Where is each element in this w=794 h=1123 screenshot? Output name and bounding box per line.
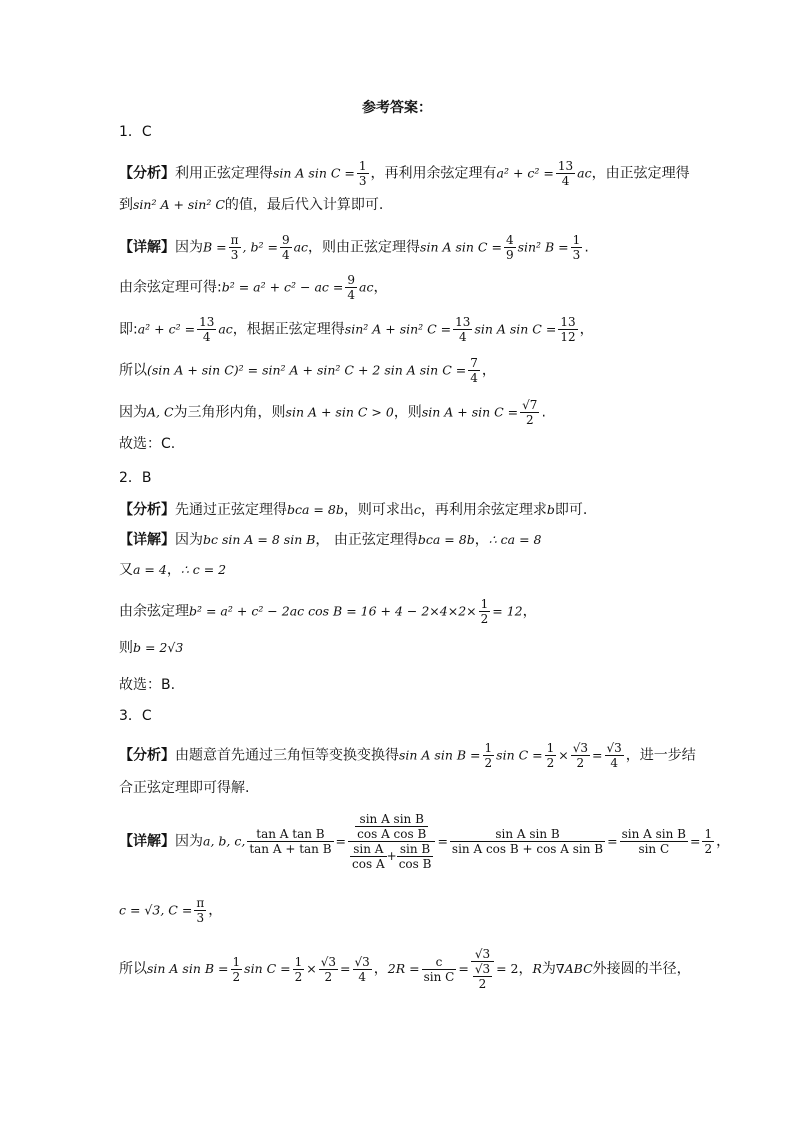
q1-number: 1．C: [119, 124, 152, 140]
math: sin A sin C =: [273, 165, 355, 181]
analysis-tag: 【分析】: [119, 502, 175, 518]
q3-detail-line1: [119, 812, 730, 871]
compound-fraction: $\frac{\text{sin A sin B}}{\text{cos A cos B}}$ $\frac{\text{sin A}}{\text{cos A}}$ + $\frac{\text{sin B}}{\text{cos B}}$: [348, 812, 435, 871]
math: sin² A + sin² C =: [344, 321, 452, 337]
text: 则: [119, 640, 133, 656]
math: bc sin A = 8 sin B: [203, 532, 316, 547]
math: ∴ c = 2: [180, 562, 227, 577]
math: c = √3, C =: [119, 902, 193, 918]
q1-analysis-line2: [119, 195, 383, 215]
math: ac: [218, 321, 233, 337]
detail-tag: 【详解】: [119, 239, 175, 256]
text: 为: [541, 961, 556, 977]
q1-answer: 故选：C.: [119, 436, 176, 452]
text: 利用正弦定理得: [175, 165, 273, 182]
text: ， 由正弦定理得: [315, 532, 418, 548]
q1-detail-line2: [119, 273, 387, 302]
text: ，: [373, 961, 388, 977]
fraction: $\frac{\text{tan A tan B}}{\text{tan A + tan B}}$: [249, 827, 332, 856]
text: ，: [522, 603, 537, 620]
fraction: $\frac{\text{sin A sin B}}{\text{sin A cos B + cos A sin B}}$: [451, 827, 604, 856]
math: 2R =: [387, 961, 420, 976]
text: 又: [119, 562, 133, 578]
q2-detail-line2: [119, 560, 226, 580]
math: a, b, c,: [203, 833, 246, 849]
fraction: $\frac{√7}{2}$: [522, 398, 538, 427]
math: A, C: [147, 404, 174, 420]
fraction: $\frac{7}{4}$: [470, 356, 478, 385]
q2-detail-line3: [119, 597, 537, 626]
math: =: [335, 833, 347, 849]
analysis-tag: 【分析】: [119, 747, 175, 764]
q2-answer: 故选：B.: [119, 677, 176, 693]
text: 到: [119, 197, 133, 213]
math: b = 2√3: [133, 640, 184, 655]
fraction: $\frac{13}{12}$: [560, 315, 576, 344]
fraction: $\frac{c}{\text{sin C}}$: [423, 954, 455, 984]
math: ×: [306, 961, 317, 976]
fraction: $\frac{13}{4}$: [199, 315, 215, 344]
math: R: [532, 961, 542, 976]
math: c: [413, 502, 421, 517]
math: sin C =: [496, 747, 543, 763]
fraction: $\frac{1}{2}$: [232, 954, 241, 984]
q1-analysis-line1: [119, 159, 690, 188]
fraction: $\frac{13}{4}$: [557, 159, 574, 188]
fraction: $\frac{√3}{2}$: [572, 741, 589, 770]
text: ，则: [393, 404, 422, 421]
text: 因为: [175, 833, 203, 850]
q3-detail-line2: [119, 896, 222, 925]
text: ，: [481, 362, 496, 379]
text: 即可.: [554, 502, 588, 518]
text: 先通过正弦定理得: [175, 502, 287, 518]
math: sin C =: [244, 961, 291, 976]
math: a² + c² =: [137, 321, 196, 337]
math: bca = 8b: [417, 532, 475, 547]
text: ，: [518, 961, 533, 977]
math: =: [340, 961, 351, 976]
math: a = 4: [133, 562, 167, 577]
text: 的值，最后代入计算即可.: [224, 197, 384, 213]
q2-number: 2．B: [119, 470, 152, 486]
text: ，进一步结: [625, 747, 696, 764]
fraction: $\frac{4}{9}$: [505, 233, 514, 262]
fraction: $\frac{1}{3}$: [572, 233, 581, 262]
math: =: [458, 961, 469, 976]
q2-detail-line4: [119, 638, 183, 658]
text: 为三角形内角，则: [173, 404, 286, 421]
text: ，: [716, 833, 731, 850]
math: sin A sin C =: [474, 321, 557, 337]
q1-detail-line5: [119, 398, 546, 427]
math: ac: [359, 279, 374, 295]
math: ∇ABC: [555, 961, 593, 976]
analysis-tag: 【分析】: [119, 165, 175, 182]
math: B =: [203, 239, 227, 255]
text: ，: [579, 321, 594, 338]
page-title: 参考答案：: [362, 100, 432, 116]
text: ，再利用余弦定理求: [420, 502, 547, 518]
text: 由余弦定理可得:: [119, 279, 222, 296]
text: ，: [474, 532, 489, 548]
math: ac: [577, 165, 592, 181]
math: b: [546, 502, 555, 517]
text: ，: [208, 902, 223, 919]
fraction: $\frac{1}{3}$: [358, 159, 367, 188]
q1-detail-line1: [119, 233, 589, 262]
math: b² = a² + c² − 2ac cos B = 16 + 4 − 2×4×2×: [189, 603, 477, 619]
q3-number: 3．C: [119, 708, 152, 724]
compound-fraction: $\frac{√3}{\frac{√3}{2}}$: [471, 947, 494, 991]
text: ，则由正弦定理得: [308, 239, 421, 256]
fraction: $\frac{√3}{4}$: [606, 741, 622, 770]
math: ×: [558, 747, 569, 763]
fraction: $\frac{9}{4}$: [347, 273, 356, 302]
math: ∴ ca = 8: [488, 532, 542, 547]
fraction: $\frac{√3}{2}$: [320, 954, 337, 984]
text: ，根据正弦定理得: [232, 321, 345, 338]
detail-tag: 【详解】: [119, 833, 175, 850]
text: ，: [166, 562, 181, 578]
math: sin A + sin C =: [421, 404, 519, 420]
math: =: [690, 833, 701, 849]
text: ，再利用余弦定理有: [370, 165, 497, 182]
text: 外接圆的半径，: [592, 961, 691, 977]
math: ac: [293, 239, 309, 255]
math: = 12: [492, 603, 523, 619]
fraction: $\frac{9}{4}$: [281, 233, 290, 262]
q3-analysis-line1: [119, 741, 696, 770]
math: sin² A + sin² C: [133, 197, 225, 212]
fraction: $\frac{\pi}{3}$: [196, 896, 205, 925]
fraction: $\frac{1}{2}$: [480, 597, 489, 626]
q1-detail-line4: [119, 356, 496, 385]
text: 因为: [175, 532, 203, 548]
detail-tag: 【详解】: [119, 532, 175, 548]
text: ，由正弦定理得: [591, 165, 690, 182]
math: , b² =: [242, 239, 278, 255]
math: sin A sin B =: [147, 961, 229, 976]
math: bca = 8b: [287, 502, 344, 517]
text: 即:: [119, 321, 138, 338]
math: sin² B =: [517, 239, 569, 255]
fraction: $\frac{\text{sin A sin B}}{\text{sin C}}$: [621, 827, 686, 856]
fraction: $\frac{1}{2}$: [294, 954, 303, 984]
math: = 2: [496, 961, 519, 976]
fraction: $\frac{13}{4}$: [455, 315, 471, 344]
fraction: $\frac{1}{2}$: [704, 827, 713, 856]
fraction: $\frac{√3}{4}$: [354, 954, 370, 984]
math: a² + c² =: [496, 165, 554, 181]
math: (sin A + sin C)² = sin² A + sin² C + 2 sin A sin C =: [147, 362, 467, 378]
fraction: $\frac{1}{2}$: [546, 741, 555, 770]
math: sin A sin B =: [399, 747, 481, 763]
text: 所以: [119, 961, 147, 977]
q2-analysis-line1: [119, 500, 587, 520]
text: .: [584, 239, 589, 256]
text: 由余弦定理: [119, 603, 189, 620]
q3-detail-line3: [119, 947, 691, 991]
text: .: [541, 404, 546, 421]
q1-detail-line3: [119, 315, 594, 344]
math: sin A sin C =: [420, 239, 502, 255]
math: =: [592, 747, 603, 763]
math: =: [437, 833, 448, 849]
text: ，则可求出: [343, 502, 414, 518]
q3-analysis-line2: 合正弦定理即可得解.: [119, 780, 250, 796]
math: =: [607, 833, 618, 849]
fraction: $\frac{\pi}{3}$: [230, 233, 239, 262]
text: 由题意首先通过三角恒等变换变换得: [175, 747, 399, 764]
text: 因为: [175, 239, 203, 256]
q2-detail-line1: [119, 530, 541, 550]
math: b² = a² + c² − ac =: [221, 279, 344, 295]
text: 因为: [119, 404, 147, 421]
text: ，: [373, 279, 388, 296]
fraction: $\frac{1}{2}$: [484, 741, 493, 770]
math: sin A + sin C > 0: [285, 404, 394, 420]
text: 所以: [119, 362, 147, 379]
